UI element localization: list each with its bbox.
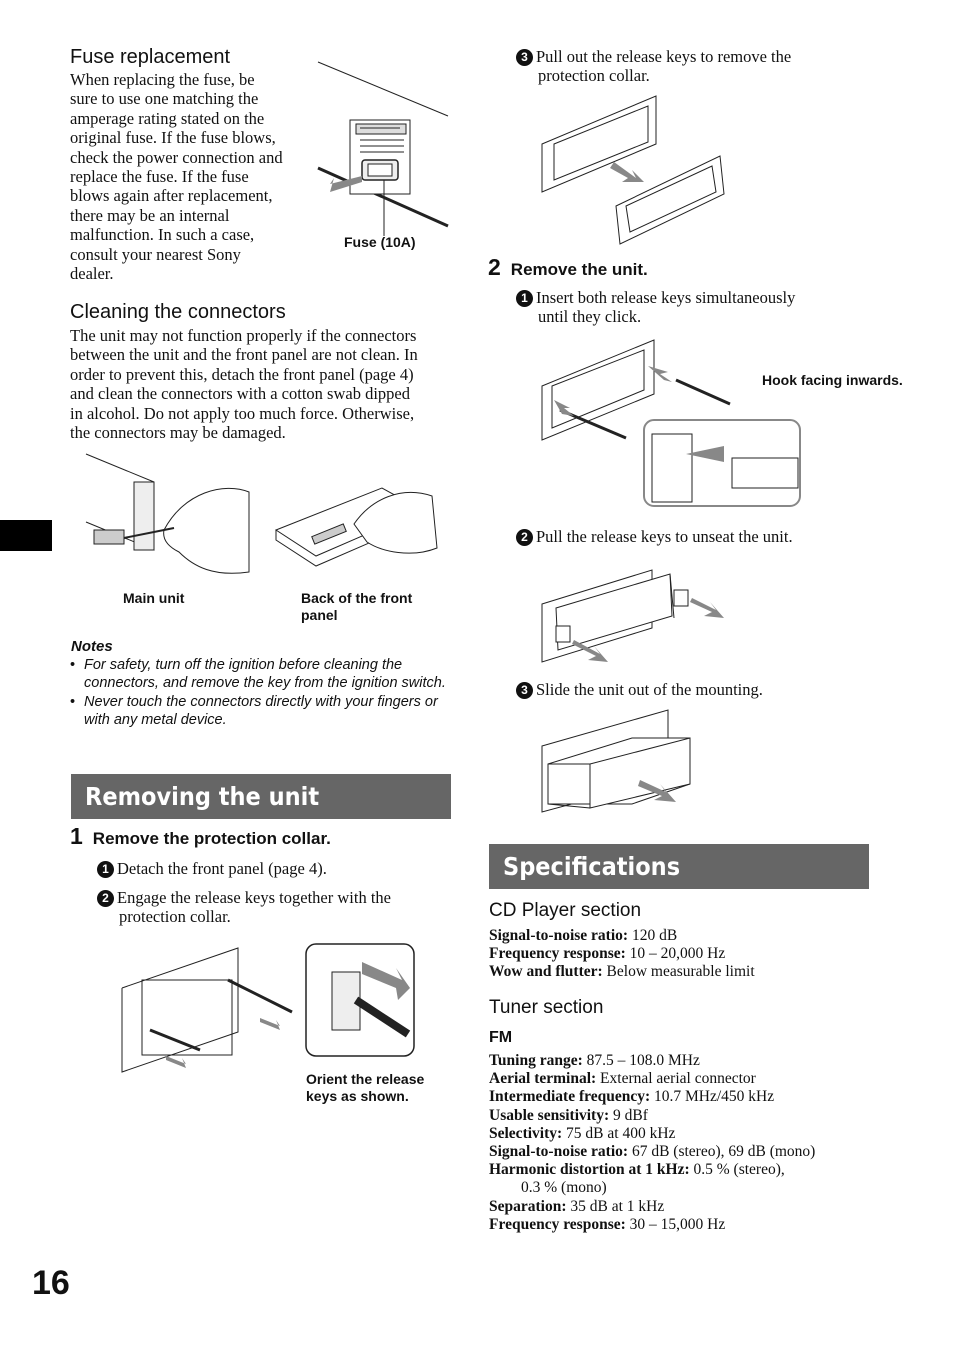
fm-spec-list xyxy=(489,1052,909,1234)
spec-row: Separation: 35 dB at 1 kHz xyxy=(489,1197,665,1215)
spec-row: Signal-to-noise ratio: 67 dB (stereo), 69 dB (mono) xyxy=(489,1143,816,1161)
step-circle-3: 3 xyxy=(516,49,533,66)
spec-row: Aerial terminal: External aerial connector xyxy=(489,1070,756,1088)
spec-row: Frequency response: 30 – 15,000 Hz xyxy=(489,1215,726,1233)
fuse-label: Fuse (10A) xyxy=(344,234,416,250)
step1-sub2: 2 Engage the release keys together with the protection collar. xyxy=(97,888,457,927)
step2-sub1: 1 Insert both release keys simultaneously until they click. xyxy=(516,288,876,327)
spec-row: Usable sensitivity: 9 dBf xyxy=(489,1106,648,1124)
spec-row: Selectivity: 75 dB at 400 kHz xyxy=(489,1124,676,1142)
fuse-text: When replacing the fuse, be sure to use one matching the amperage rating stated on the original fuse. If the fuse blows, check the power connection and replace the fuse. If the fuse blows again after replacement, there may be an internal malfunction. In such a case, consult your nearest Sony dealer. xyxy=(70,70,283,284)
cd-section-heading: CD Player section xyxy=(489,900,642,921)
cleaning-heading: Cleaning the connectors xyxy=(70,301,286,323)
spec-row: 0.3 % (mono) xyxy=(521,1179,607,1197)
spec-row: Signal-to-noise ratio: 120 dB xyxy=(489,927,678,944)
step2-sub3: 3 Slide the unit out of the mounting. xyxy=(516,680,763,699)
cleaning-text: The unit may not function properly if the connectors between the unit and the front panel are not clean. In order to prevent this, detach the front panel (page 4) and clean the connectors with a cotton swab dipped in alcohol. Do not apply too much force. Otherwise, the connectors may be damaged. xyxy=(70,326,418,443)
caption-back-front-panel: Back of the front panel xyxy=(301,590,413,623)
orient-caption: Orient the release keys as shown. xyxy=(306,1071,425,1104)
caption-main-unit: Main unit xyxy=(123,590,185,606)
step1-sub1: 1 Detach the front panel (page 4). xyxy=(97,859,327,878)
step-circle-2: 2 xyxy=(97,890,114,907)
step-circle-2: 2 xyxy=(516,529,533,546)
spec-row: Frequency response: 10 – 20,000 Hz xyxy=(489,945,726,963)
spec-row: Wow and flutter: Below measurable limit xyxy=(489,963,755,981)
engage-keys-illustration xyxy=(120,940,420,1075)
note-item: • Never touch the connectors directly with your fingers or with any metal device. xyxy=(70,693,455,730)
fuse-heading: Fuse replacement xyxy=(70,46,231,68)
fuse-illustration xyxy=(316,58,451,233)
notes-list xyxy=(70,656,455,729)
section-tab-marker xyxy=(0,520,52,551)
note-item: • For safety, turn off the ignition before cleaning the connectors, and remove the key from the ignition switch. xyxy=(70,656,455,693)
spec-row: Harmonic distortion at 1 kHz: 0.5 % (stereo), xyxy=(489,1161,785,1179)
unseat-unit-illustration xyxy=(540,568,730,666)
page-number: 16 xyxy=(32,1264,70,1302)
spec-row: Intermediate frequency: 10.7 MHz/450 kHz xyxy=(489,1088,775,1106)
step-circle-3: 3 xyxy=(516,682,533,699)
slide-unit-illustration xyxy=(540,708,700,816)
step-circle-1: 1 xyxy=(97,861,114,878)
removing-banner: Removing the unit xyxy=(71,774,451,819)
fm-label: FM xyxy=(489,1029,513,1046)
main-unit-cleaning-illustration xyxy=(84,452,254,580)
insert-keys-illustration xyxy=(540,338,802,510)
step1-heading: 1 Remove the protection collar. xyxy=(70,823,331,849)
step2-sub2: 2 Pull the release keys to unseat the unit. xyxy=(516,527,793,546)
specifications-banner: Specifications xyxy=(489,844,869,889)
notes-title: Notes xyxy=(71,638,113,655)
step1-sub3: 3 Pull out the release keys to remove the protection collar. xyxy=(516,47,876,86)
cd-spec-list xyxy=(489,927,889,982)
front-panel-cleaning-illustration xyxy=(272,478,442,578)
step2-heading: 2 Remove the unit. xyxy=(488,254,648,280)
hook-caption: Hook facing inwards. xyxy=(762,372,903,388)
tuner-section-heading: Tuner section xyxy=(489,997,604,1018)
spec-row: Tuning range: 87.5 – 108.0 MHz xyxy=(489,1052,700,1069)
pull-out-keys-illustration xyxy=(540,94,730,244)
step-circle-1: 1 xyxy=(516,290,533,307)
